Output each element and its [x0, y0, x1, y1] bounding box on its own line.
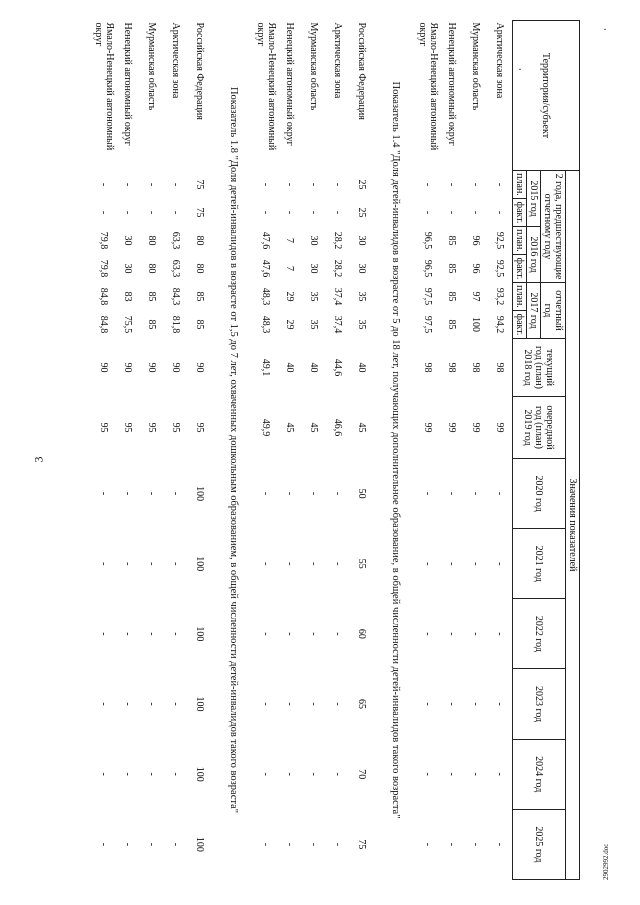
- value-cell: -: [98, 562, 110, 566]
- value-cell: -: [260, 632, 272, 636]
- value-cell: 96,5: [422, 259, 434, 278]
- value-cell: 49,9: [260, 418, 272, 437]
- value-cell: 48,3: [260, 315, 272, 334]
- value-cell: 47,6: [260, 231, 272, 250]
- table-body: [92, 21, 513, 880]
- value-cell: -: [284, 772, 296, 776]
- value-cell: 98: [446, 362, 458, 373]
- value-cell: -: [170, 842, 182, 847]
- value-cell: 92,5: [494, 231, 506, 250]
- value-cell: -: [284, 702, 296, 706]
- value-cell: -: [422, 772, 434, 776]
- value-cell: -: [332, 702, 344, 706]
- value-cell: 90: [122, 362, 134, 373]
- value-cell: -: [494, 210, 506, 215]
- year-2025-header: 2025 год: [513, 809, 566, 879]
- value-cell: 81,8: [170, 315, 182, 334]
- value-cell: 85: [446, 263, 458, 274]
- value-cell: -: [146, 772, 158, 776]
- value-cell: -: [170, 772, 182, 776]
- territory-name: Ямало-Ненецкий автономный округ: [255, 22, 277, 151]
- value-cell: 48,3: [260, 287, 272, 306]
- value-cell: 98: [422, 362, 434, 373]
- value-cell: -: [308, 632, 320, 636]
- value-cell: 28,2: [332, 231, 344, 250]
- value-cell: 90: [146, 362, 158, 373]
- value-cell: 84,3: [170, 287, 182, 306]
- value-cell: -: [308, 702, 320, 706]
- territory-name: Российская Федерация: [356, 22, 368, 120]
- value-cell: -: [170, 632, 182, 636]
- value-cell: -: [470, 562, 482, 566]
- indicator-table: [92, 20, 580, 880]
- value-cell: -: [422, 842, 434, 847]
- value-cell: -: [284, 632, 296, 636]
- territory-name: Мурманская область: [308, 22, 320, 111]
- current-year-header: текущий год (план) 2018 год: [513, 339, 566, 397]
- value-cell: 7: [284, 238, 296, 243]
- table-row: [188, 21, 212, 880]
- value-cell: -: [170, 702, 182, 706]
- value-cell: 29: [284, 291, 296, 302]
- value-cell: -: [284, 562, 296, 566]
- value-cell: -: [122, 772, 134, 776]
- value-cell: 55: [356, 558, 368, 569]
- table-row: [464, 21, 488, 880]
- value-cell: 35: [308, 319, 320, 330]
- value-cell: -: [260, 772, 272, 776]
- value-cell: 65: [356, 699, 368, 710]
- value-cell: 95: [146, 422, 158, 433]
- value-cell: -: [470, 702, 482, 706]
- territory-name: Ненецкий автономный округ: [446, 22, 458, 146]
- value-cell: 40: [356, 362, 368, 373]
- scan-dot: ·: [518, 62, 522, 76]
- value-cell: -: [470, 491, 482, 496]
- value-cell: 63,3: [170, 231, 182, 250]
- value-cell: 99: [422, 422, 434, 433]
- value-cell: 97,5: [422, 315, 434, 334]
- value-cell: 50: [356, 488, 368, 499]
- table-row: [278, 21, 302, 880]
- value-cell: -: [470, 182, 482, 187]
- value-cell: 84,8: [98, 287, 110, 306]
- value-cell: -: [170, 562, 182, 566]
- value-cell: 85: [446, 235, 458, 246]
- value-cell: 44,6: [332, 358, 344, 377]
- value-cell: -: [332, 562, 344, 566]
- section-row: [212, 21, 254, 880]
- value-cell: -: [260, 210, 272, 215]
- value-cell: -: [332, 182, 344, 187]
- value-cell: -: [422, 210, 434, 215]
- year-2017-header: 2017 год: [527, 283, 541, 339]
- value-cell: -: [146, 842, 158, 847]
- value-cell: -: [308, 562, 320, 566]
- value-cell: -: [146, 491, 158, 496]
- value-cell: -: [332, 772, 344, 776]
- value-cell: -: [98, 632, 110, 636]
- value-cell: 75: [356, 839, 368, 850]
- territory-name: Российская Федерация: [194, 22, 206, 120]
- next-year-header: очередной год (план) 2019 год: [513, 397, 566, 459]
- value-cell: -: [122, 562, 134, 566]
- value-cell: -: [494, 772, 506, 776]
- territory-name: Ямало-Ненецкий автономный округ: [93, 22, 115, 151]
- value-cell: 35: [356, 319, 368, 330]
- table-row: [350, 21, 374, 880]
- value-cell: 90: [170, 362, 182, 373]
- value-cell: -: [494, 562, 506, 566]
- two-years-header: 2 года, предшествующие отчетному году: [541, 171, 566, 283]
- value-cell: 100: [194, 626, 206, 642]
- fact-header: факт.: [513, 199, 527, 227]
- value-cell: 100: [194, 556, 206, 572]
- year-2015-header: 2015 год: [527, 171, 541, 227]
- table-row: [164, 21, 188, 880]
- value-cell: 80: [194, 263, 206, 274]
- value-cell: 79,8: [98, 231, 110, 250]
- value-cell: -: [122, 210, 134, 215]
- value-cell: 90: [194, 362, 206, 373]
- table-row: [488, 21, 513, 880]
- value-cell: 25: [356, 179, 368, 190]
- value-cell: -: [446, 562, 458, 566]
- value-cell: 28,2: [332, 259, 344, 278]
- year-2016-header: 2016 год: [527, 227, 541, 283]
- value-cell: -: [470, 632, 482, 636]
- table-row: [326, 21, 350, 880]
- value-cell: -: [260, 702, 272, 706]
- table-row: [140, 21, 164, 880]
- report-year-header: отчетный год: [541, 283, 566, 339]
- value-cell: -: [284, 842, 296, 847]
- value-cell: -: [146, 210, 158, 215]
- value-cell: 46,6: [332, 418, 344, 437]
- value-cell: 99: [470, 422, 482, 433]
- value-cell: 45: [284, 422, 296, 433]
- value-cell: -: [146, 562, 158, 566]
- table-row: [92, 21, 116, 880]
- value-cell: -: [446, 772, 458, 776]
- table-row: [254, 21, 278, 880]
- value-cell: 60: [356, 628, 368, 639]
- value-cell: -: [98, 702, 110, 706]
- territory-name: Арктическая зона: [332, 22, 344, 99]
- value-cell: 97,5: [422, 287, 434, 306]
- value-cell: 90: [98, 362, 110, 373]
- value-cell: -: [260, 562, 272, 566]
- page-number: 3: [31, 456, 46, 463]
- year-2024-header: 2024 год: [513, 739, 566, 809]
- value-cell: -: [122, 702, 134, 706]
- value-cell: 29: [284, 319, 296, 330]
- value-cell: 85: [194, 319, 206, 330]
- value-cell: 95: [98, 422, 110, 433]
- value-cell: 98: [470, 362, 482, 373]
- value-cell: 25: [356, 207, 368, 218]
- value-cell: -: [446, 210, 458, 215]
- value-cell: -: [260, 491, 272, 496]
- territory-name: Ненецкий автономный округ: [122, 22, 134, 146]
- value-cell: 30: [308, 235, 320, 246]
- scan-dot: ·: [603, 22, 607, 36]
- value-cell: 83: [122, 291, 134, 302]
- value-cell: -: [146, 182, 158, 187]
- value-cell: -: [98, 182, 110, 187]
- value-cell: 45: [308, 422, 320, 433]
- value-cell: 93,2: [494, 287, 506, 306]
- value-cell: 99: [494, 422, 506, 433]
- fact-header: факт.: [513, 255, 527, 283]
- value-cell: 85: [446, 291, 458, 302]
- document-code: 2902992.doc: [602, 843, 610, 880]
- value-cell: 40: [284, 362, 296, 373]
- value-cell: 75: [194, 179, 206, 190]
- territory-header: Территория/субъект: [513, 21, 580, 171]
- value-cell: 70: [356, 769, 368, 780]
- value-cell: -: [308, 182, 320, 187]
- value-cell: -: [170, 491, 182, 496]
- value-cell: 37,4: [332, 287, 344, 306]
- value-cell: 37,4: [332, 315, 344, 334]
- value-cell: -: [494, 182, 506, 187]
- value-cell: -: [446, 632, 458, 636]
- value-cell: 100: [194, 766, 206, 782]
- value-cell: -: [494, 702, 506, 706]
- value-cell: -: [284, 210, 296, 215]
- value-cell: 99: [446, 422, 458, 433]
- value-cell: -: [422, 491, 434, 496]
- value-cell: -: [446, 491, 458, 496]
- territory-name: Ямало-Ненецкий автономный округ: [417, 22, 439, 151]
- value-cell: 79,8: [98, 259, 110, 278]
- value-cell: -: [470, 210, 482, 215]
- table-row: [302, 21, 326, 880]
- value-cell: -: [122, 842, 134, 847]
- fact-header: факт.: [513, 311, 527, 339]
- value-cell: -: [98, 772, 110, 776]
- table-row: [416, 21, 440, 880]
- value-cell: -: [260, 182, 272, 187]
- value-cell: -: [170, 182, 182, 187]
- value-cell: 94,2: [494, 315, 506, 334]
- value-cell: -: [308, 210, 320, 215]
- value-cell: 45: [356, 422, 368, 433]
- value-cell: -: [284, 491, 296, 496]
- value-cell: 85: [146, 291, 158, 302]
- value-cell: 75: [194, 207, 206, 218]
- value-cell: 75,5: [122, 315, 134, 334]
- year-2023-header: 2023 год: [513, 669, 566, 739]
- section-row: [374, 21, 416, 880]
- value-cell: 100: [194, 696, 206, 712]
- value-cell: 84,8: [98, 315, 110, 334]
- value-cell: 30: [122, 235, 134, 246]
- value-cell: 30: [356, 263, 368, 274]
- value-cell: 49,1: [260, 358, 272, 377]
- value-cell: 35: [356, 291, 368, 302]
- territory-name: Арктическая зона: [170, 22, 182, 99]
- value-cell: 30: [308, 263, 320, 274]
- value-cell: 95: [170, 422, 182, 433]
- table-header: [513, 21, 580, 880]
- value-cell: 92,5: [494, 259, 506, 278]
- value-cell: -: [332, 210, 344, 215]
- value-cell: 96: [470, 235, 482, 246]
- year-2021-header: 2021 год: [513, 529, 566, 599]
- value-cell: -: [422, 632, 434, 636]
- value-cell: 95: [194, 422, 206, 433]
- value-cell: -: [446, 842, 458, 847]
- territory-name: Мурманская область: [470, 22, 482, 111]
- value-cell: -: [446, 702, 458, 706]
- value-cell: -: [98, 842, 110, 847]
- value-cell: 85: [446, 319, 458, 330]
- value-cell: -: [260, 842, 272, 847]
- value-cell: -: [98, 210, 110, 215]
- value-cell: 100: [194, 486, 206, 502]
- values-header: Значения показателей: [566, 171, 580, 880]
- value-cell: 7: [284, 266, 296, 271]
- value-cell: -: [308, 491, 320, 496]
- indicator-caption: Показатель 1.8 "Доля детей-инвалидов в возрасте от 1,5 до 7 лет, охваченных дошкольным образованием, в общей численности детей-инвалидов такого возраста": [227, 86, 239, 814]
- table-row: [440, 21, 464, 880]
- value-cell: -: [122, 491, 134, 496]
- value-cell: -: [494, 491, 506, 496]
- value-cell: -: [422, 562, 434, 566]
- value-cell: 95: [122, 422, 134, 433]
- value-cell: 30: [122, 263, 134, 274]
- value-cell: 40: [308, 362, 320, 373]
- value-cell: -: [146, 702, 158, 706]
- value-cell: 85: [146, 319, 158, 330]
- value-cell: -: [332, 491, 344, 496]
- value-cell: -: [146, 632, 158, 636]
- value-cell: -: [332, 632, 344, 636]
- value-cell: 80: [146, 235, 158, 246]
- plan-header: план.: [513, 283, 527, 311]
- value-cell: -: [308, 842, 320, 847]
- territory-name: Ненецкий автономный округ: [284, 22, 296, 146]
- territory-name: Мурманская область: [146, 22, 158, 111]
- value-cell: -: [446, 182, 458, 187]
- value-cell: -: [494, 632, 506, 636]
- value-cell: 96,5: [422, 231, 434, 250]
- value-cell: 30: [356, 235, 368, 246]
- value-cell: 100: [194, 836, 206, 852]
- plan-header: план.: [513, 171, 527, 199]
- value-cell: 47,6: [260, 259, 272, 278]
- value-cell: -: [494, 842, 506, 847]
- table-row: [116, 21, 140, 880]
- value-cell: 85: [194, 291, 206, 302]
- value-cell: -: [170, 210, 182, 215]
- value-cell: 80: [194, 235, 206, 246]
- value-cell: 63,3: [170, 259, 182, 278]
- value-cell: -: [470, 772, 482, 776]
- value-cell: -: [308, 772, 320, 776]
- value-cell: 100: [470, 317, 482, 332]
- plan-header: план.: [513, 227, 527, 255]
- indicator-caption: Показатель 1.4 "Доля детей-инвалидов в возрасте от 5 до 18 лет, получающих дополнительное образование, в общей численности детей-инвалидов такого возраста": [389, 81, 401, 819]
- value-cell: -: [470, 842, 482, 847]
- value-cell: -: [422, 182, 434, 187]
- value-cell: -: [122, 182, 134, 187]
- value-cell: 35: [308, 291, 320, 302]
- value-cell: 96: [470, 263, 482, 274]
- value-cell: -: [122, 632, 134, 636]
- year-2020-header: 2020 год: [513, 459, 566, 529]
- value-cell: 98: [494, 362, 506, 373]
- territory-name: Арктическая зона: [494, 22, 506, 99]
- year-2022-header: 2022 год: [513, 599, 566, 669]
- value-cell: 80: [146, 263, 158, 274]
- value-cell: -: [332, 842, 344, 847]
- value-cell: -: [422, 702, 434, 706]
- value-cell: -: [98, 491, 110, 496]
- value-cell: -: [284, 182, 296, 187]
- value-cell: 97: [470, 291, 482, 302]
